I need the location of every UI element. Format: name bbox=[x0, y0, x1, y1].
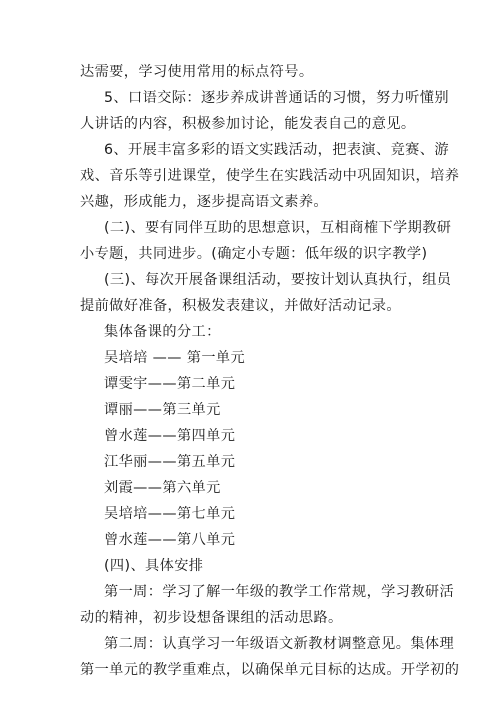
text-line-7: (二)、要有同伴互助的思想意识，互相商榷下学期教研 bbox=[104, 220, 452, 236]
text-line-9: (三)、每次开展备课组活动，要按计划认真执行，组员 bbox=[104, 272, 452, 288]
text-line-13: 谭雯宇——第二单元 bbox=[104, 376, 236, 392]
text-line-5: 戏、音乐等引进课堂，使学生在实践活动中巩固知识，培养 bbox=[80, 168, 460, 184]
text-line-14: 谭丽——第三单元 bbox=[104, 402, 221, 418]
text-line-6: 兴趣，形成能力，逐步提高语文素养。 bbox=[80, 194, 328, 210]
text-line-11: 集体备课的分工： bbox=[104, 324, 221, 340]
text-line-17: 刘霞——第六单元 bbox=[104, 480, 221, 496]
text-line-18: 吴培培——第七单元 bbox=[104, 506, 236, 522]
text-line-19: 曾水莲——第八单元 bbox=[104, 532, 236, 548]
text-line-3: 人讲话的内容，积极参加讨论，能发表自己的意见。 bbox=[80, 116, 416, 132]
text-line-8: 小专题，共同进步。(确定小专题：低年级的识字教学) bbox=[80, 246, 428, 262]
text-line-15: 曾水莲——第四单元 bbox=[104, 428, 236, 444]
text-line-4: 6、开展丰富多彩的语文实践活动，把表演、竞赛、游 bbox=[104, 142, 449, 158]
text-line-24: 第一单元的教学重难点，以确保单元目标的达成。开学初的 bbox=[80, 662, 460, 678]
text-line-21: 第一周：学习了解一年级的教学工作常规，学习教研活 bbox=[104, 584, 455, 600]
text-line-10: 提前做好准备，积极发表建议，并做好活动记录。 bbox=[80, 298, 401, 314]
text-line-22: 动的精神，初步设想备课组的活动思路。 bbox=[80, 610, 343, 626]
text-line-16: 江华丽——第五单元 bbox=[104, 454, 236, 470]
text-line-23: 第二周：认真学习一年级语文新教材调整意见。集体理 bbox=[104, 636, 455, 652]
text-line-12: 吴培培 —— 第一单元 bbox=[104, 350, 246, 366]
text-line-2: 5、口语交际：逐步养成讲普通话的习惯，努力听懂别 bbox=[104, 90, 449, 106]
text-line-1: 达需要，学习使用常用的标点符号。 bbox=[80, 64, 314, 80]
text-line-20: (四)、具体安排 bbox=[104, 558, 204, 574]
